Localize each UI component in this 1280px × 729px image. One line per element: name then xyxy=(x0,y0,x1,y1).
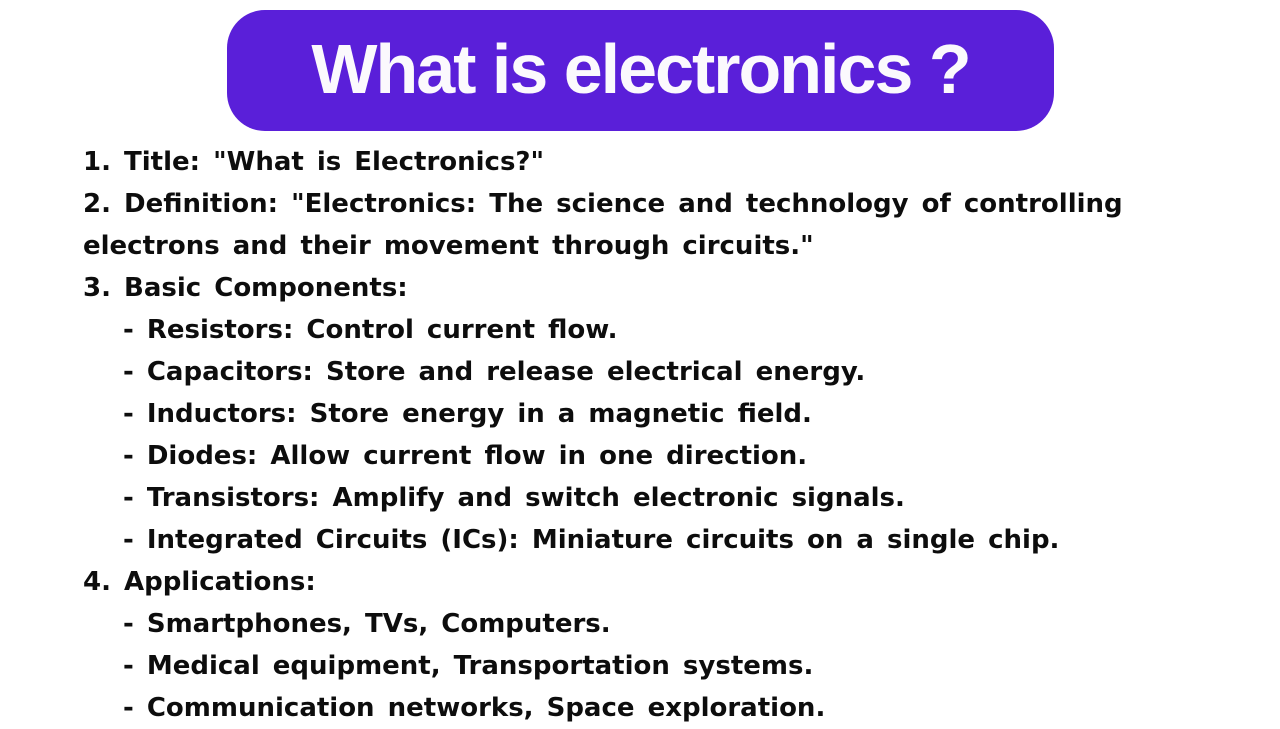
list-item: - Inductors: Store energy in a magnetic field. xyxy=(123,399,812,429)
title-banner xyxy=(227,10,1054,131)
list-item: - Transistors: Amplify and switch electronic signals. xyxy=(123,483,905,513)
list-item: - Communication networks, Space exploration. xyxy=(123,693,826,723)
list-item: 3. Basic Components: xyxy=(83,273,408,303)
list-item: - Integrated Circuits (ICs): Miniature circuits on a single chip. xyxy=(123,525,1060,555)
list-item: - Smartphones, TVs, Computers. xyxy=(123,609,611,639)
notes-list xyxy=(83,141,1213,729)
list-item: 2. Definition: "Electronics: The science and technology of controlling xyxy=(83,189,1123,219)
list-item: 4. Applications: xyxy=(83,567,316,597)
list-item: 1. Title: "What is Electronics?" xyxy=(83,147,545,177)
list-item: - Resistors: Control current flow. xyxy=(123,315,618,345)
list-item: - Diodes: Allow current flow in one direction. xyxy=(123,441,808,471)
list-item: electrons and their movement through circuits." xyxy=(83,231,814,261)
list-item: - Medical equipment, Transportation systems. xyxy=(123,651,814,681)
list-item: - Capacitors: Store and release electrical energy. xyxy=(123,357,866,387)
page-title: What is electronics ? xyxy=(311,29,970,108)
